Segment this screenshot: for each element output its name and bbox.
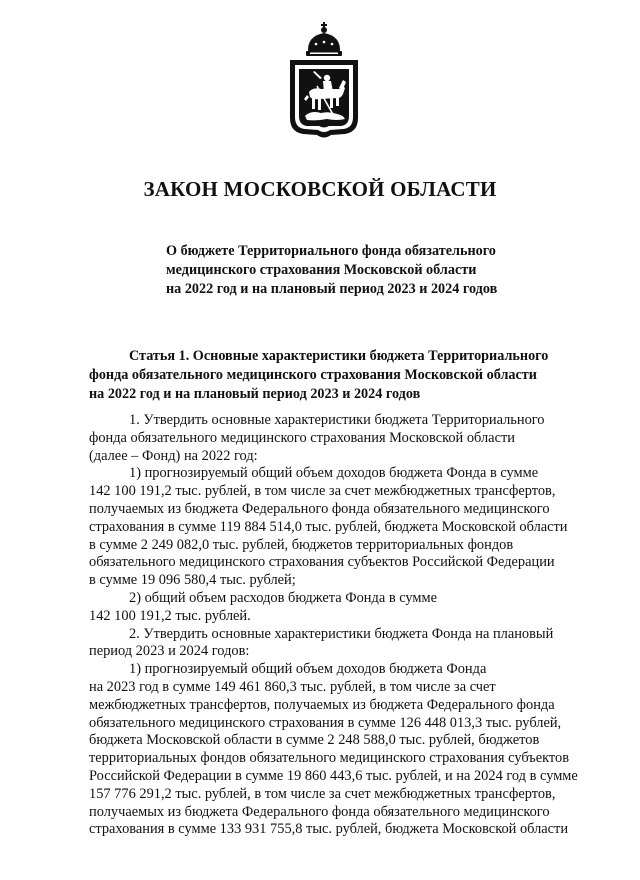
law-subtitle (166, 242, 532, 299)
body-line: страхования в сумме 133 931 755,8 тыс. рублей, бюджета Московской области (89, 821, 569, 838)
document-title: ЗАКОН МОСКОВСКОЙ ОБЛАСТИ (143, 177, 497, 201)
article-body (89, 412, 609, 839)
article-heading-line: на 2022 год и на плановый период 2023 и 2024 годов (89, 386, 421, 402)
body-line: страхования в сумме 119 884 514,0 тыс. рублей, бюджета Московской области (89, 518, 568, 535)
subtitle-line-text: медицинского страхования Московской области (166, 262, 477, 278)
subtitle-line (166, 261, 532, 280)
body-line: 1. Утвердить основные характеристики бюджета Территориального (129, 412, 545, 428)
body-line: 142 100 191,2 тыс. рублей, в том числе за счет межбюджетных трансфертов, (89, 483, 556, 500)
body-line: 142 100 191,2 тыс. рублей. (89, 607, 251, 624)
body-line: в сумме 2 249 082,0 тыс. рублей, бюджетов территориальных фондов (89, 536, 514, 553)
body-line: фонда обязательного медицинского страхования Московской области (89, 429, 515, 446)
subtitle-line-text: О бюджете Территориального фонда обязательного (166, 243, 496, 259)
subtitle-line (166, 242, 532, 261)
body-line: межбюджетных трансфертов, получаемых из бюджета Федерального фонда (89, 696, 555, 713)
body-line: 157 776 291,2 тыс. рублей, в том числе за счет межбюджетных трансфертов, (89, 785, 556, 802)
article-heading-line: фонда обязательного медицинского страхования Московской области (89, 367, 537, 383)
body-line: обязательного медицинского страхования субъектов Российской Федерации (89, 554, 555, 571)
body-line: Российской Федерации в сумме 19 860 443,6 тыс. рублей, и на 2024 год в сумме (89, 767, 578, 784)
body-line: в сумме 19 096 580,4 тыс. рублей; (89, 572, 296, 589)
article-heading-line: Статья 1. Основные характеристики бюджета Территориального (129, 348, 549, 364)
body-line: территориальных фондов обязательного медицинского страхования субъектов (89, 750, 570, 767)
body-line: получаемых из бюджета Федерального фонда обязательного медицинского (89, 500, 550, 517)
subtitle-line: на 2022 год и на плановый период 2023 и 2024 годов (166, 281, 498, 297)
body-line: период 2023 и 2024 годов: (89, 643, 250, 660)
body-line: бюджета Московской области в сумме 2 248 588,0 тыс. рублей, бюджетов (89, 732, 540, 749)
article-heading (89, 347, 609, 404)
body-line: (далее – Фонд) на 2022 год: (89, 447, 258, 464)
body-line: обязательного медицинского страхования в сумме 126 448 013,3 тыс. рублей, (89, 714, 562, 731)
coat-of-arms-icon (283, 22, 365, 146)
body-line: 2) общий объем расходов бюджета Фонда в сумме (129, 589, 438, 606)
body-line: получаемых из бюджета Федерального фонда обязательного медицинского (89, 803, 550, 820)
body-line: 1) прогнозируемый общий объем доходов бюджета Фонда в сумме (129, 465, 539, 482)
body-line: на 2023 год в сумме 149 461 860,3 тыс. рублей, в том числе за счет (89, 678, 496, 695)
body-line: 2. Утвердить основные характеристики бюджета Фонда на плановый (129, 625, 554, 642)
body-line: 1) прогнозируемый общий объем доходов бюджета Фонда (129, 661, 487, 678)
